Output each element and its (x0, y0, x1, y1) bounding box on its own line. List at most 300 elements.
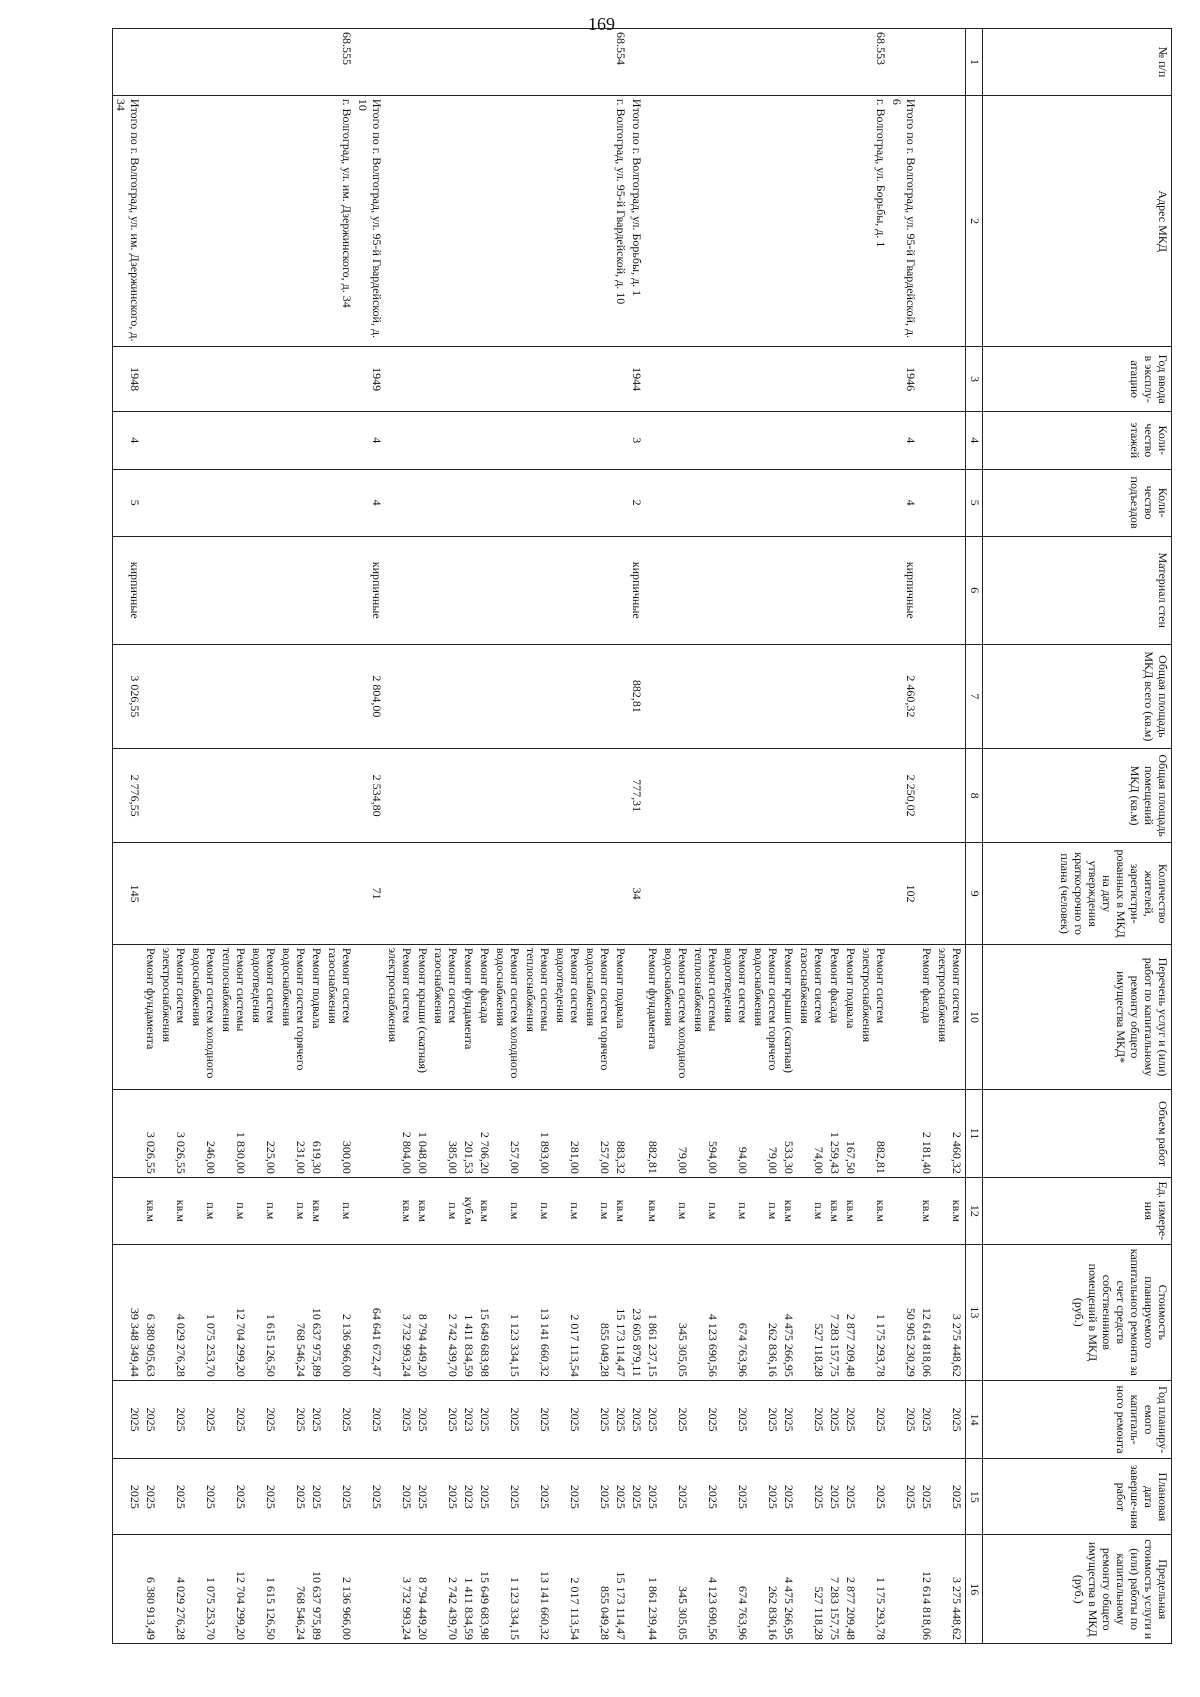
cell-entrances (797, 469, 827, 536)
cell-work-volume: 2 181,40 (919, 1090, 935, 1178)
cell-planned-cost: 13 141 660,32 (523, 1244, 553, 1380)
cell-cost-limit: 1 861 239,44 (645, 1535, 661, 1644)
table-row (113, 29, 144, 1644)
cell-year-built (843, 347, 859, 412)
cell-repair-year: 2025 (189, 1380, 219, 1458)
table-row (159, 29, 189, 1644)
cell-floors (279, 411, 309, 469)
cell-row-number (189, 29, 219, 96)
cell-wall-material (189, 536, 219, 644)
cell-work-type (113, 944, 144, 1089)
cell-cost-limit: 4 475 266,95 (781, 1535, 797, 1644)
cell-wall-material (935, 536, 966, 644)
cell-total-area (691, 644, 721, 748)
cell-address (493, 95, 523, 346)
cell-work-volume: 79,00 (661, 1090, 691, 1178)
cell-cost-limit (113, 1535, 144, 1644)
cell-row-number (159, 29, 189, 96)
cell-planned-cost: 3 732 993,24 (385, 1244, 415, 1380)
cell-premises-area (159, 748, 189, 843)
cell-unit: п.м (553, 1177, 583, 1244)
cell-wall-material (781, 536, 797, 644)
cell-work-type: Ремонт систем холодного водоснабжения (493, 944, 523, 1089)
cell-work-type: Ремонт систем водоотведения (721, 944, 751, 1089)
table-row (493, 29, 523, 1644)
cell-premises-area (279, 748, 309, 843)
cell-residents (645, 843, 661, 945)
cell-residents: 71 (355, 843, 385, 945)
cell-entrances (431, 469, 461, 536)
col-number: 1 (966, 29, 983, 96)
cell-address (661, 95, 691, 346)
table-row (143, 29, 159, 1644)
cell-work-type: Ремонт фундамента (461, 944, 477, 1089)
cell-address (583, 95, 613, 346)
cell-year-built (431, 347, 461, 412)
cell-planned-cost: 262 836,16 (751, 1244, 781, 1380)
cell-completion-date: 2025 (629, 1459, 645, 1535)
cell-repair-year: 2025 (159, 1380, 189, 1458)
cell-residents: 145 (113, 843, 144, 945)
cell-repair-year: 2025 (385, 1380, 415, 1458)
cell-total-area (385, 644, 415, 748)
cell-total-area (219, 644, 249, 748)
cell-year-built: 1946 (889, 347, 919, 412)
cell-residents (859, 843, 889, 945)
cell-completion-date: 2025 (583, 1459, 613, 1535)
cell-work-type: Ремонт подвала (843, 944, 859, 1089)
cell-wall-material (477, 536, 493, 644)
cell-total-area (751, 644, 781, 748)
cell-unit: кв.м (645, 1177, 661, 1244)
cell-residents (477, 843, 493, 945)
cell-total-area: 3 026,55 (113, 644, 144, 748)
cell-residents (431, 843, 461, 945)
cell-completion-date: 2025 (477, 1459, 493, 1535)
cell-work-type: Ремонт фасада (827, 944, 843, 1089)
cell-wall-material (553, 536, 583, 644)
cell-row-number (889, 29, 919, 96)
cell-entrances: 4 (889, 469, 919, 536)
cell-repair-year: 2025 (113, 1380, 144, 1458)
cell-premises-area (827, 748, 843, 843)
cell-unit (355, 1177, 385, 1244)
cell-repair-year: 2025 (493, 1380, 523, 1458)
cell-cost-limit: 1 175 293,78 (859, 1535, 889, 1644)
cell-wall-material: кирпичные (629, 536, 645, 644)
table-row (431, 29, 461, 1644)
cell-year-built (219, 347, 249, 412)
cell-planned-cost: 4 475 266,95 (781, 1244, 797, 1380)
cell-row-number (935, 29, 966, 96)
cell-unit: п.м (691, 1177, 721, 1244)
table-row (415, 29, 431, 1644)
cell-work-volume (629, 1090, 645, 1178)
cell-wall-material (613, 536, 629, 644)
table-row (219, 29, 249, 1644)
cell-planned-cost: 527 118,28 (797, 1244, 827, 1380)
cell-planned-cost: 6 380 905,63 (143, 1244, 159, 1380)
cell-address (431, 95, 461, 346)
cell-entrances (583, 469, 613, 536)
cell-wall-material (309, 536, 325, 644)
cell-row-number (219, 29, 249, 96)
cell-cost-limit: 3 732 993,24 (385, 1535, 415, 1644)
cell-entrances (523, 469, 553, 536)
cell-unit: п.м (583, 1177, 613, 1244)
cell-floors: 4 (889, 411, 919, 469)
cell-floors (143, 411, 159, 469)
cell-planned-cost: 1 075 253,70 (189, 1244, 219, 1380)
cell-planned-cost: 39 348 349,44 (113, 1244, 144, 1380)
cell-completion-date: 2025 (721, 1459, 751, 1535)
cell-row-number (919, 29, 935, 96)
cell-premises-area (385, 748, 415, 843)
cell-work-volume: 594,00 (691, 1090, 721, 1178)
cell-year-built (781, 347, 797, 412)
cell-total-area (325, 644, 355, 748)
cell-total-area (143, 644, 159, 748)
cell-completion-date: 2025 (189, 1459, 219, 1535)
table-row (613, 29, 629, 1644)
cell-address: Итого по г. Волгоград, ул. Борьбы, д. 1 (629, 95, 645, 346)
cell-premises-area (935, 748, 966, 843)
cell-total-area (613, 644, 629, 748)
cell-premises-area (843, 748, 859, 843)
cell-repair-year: 2025 (751, 1380, 781, 1458)
cell-premises-area (477, 748, 493, 843)
cell-floors (583, 411, 613, 469)
cell-floors (189, 411, 219, 469)
cell-premises-area (431, 748, 461, 843)
cell-work-volume: 225,00 (249, 1090, 279, 1178)
cell-repair-year: 2025 (797, 1380, 827, 1458)
col-header: Общая площадь МКД всего (кв.м) (983, 644, 1172, 748)
col-number: 7 (966, 644, 983, 748)
cell-residents (935, 843, 966, 945)
cell-residents (461, 843, 477, 945)
cell-entrances (935, 469, 966, 536)
cell-floors (461, 411, 477, 469)
cell-year-built (751, 347, 781, 412)
cell-unit: кв.м (385, 1177, 415, 1244)
cell-entrances: 2 (629, 469, 645, 536)
cell-address (781, 95, 797, 346)
cell-year-built (645, 347, 661, 412)
cell-year-built (583, 347, 613, 412)
cell-work-volume: 300,00 (325, 1090, 355, 1178)
cell-premises-area (583, 748, 613, 843)
cell-unit: кв.м (143, 1177, 159, 1244)
cell-residents (385, 843, 415, 945)
cell-unit: кв.м (613, 1177, 629, 1244)
cell-wall-material (721, 536, 751, 644)
cell-work-volume: 79,00 (751, 1090, 781, 1178)
cell-repair-year: 2025 (355, 1380, 385, 1458)
cell-cost-limit: 13 141 660,32 (523, 1535, 553, 1644)
cell-residents: 34 (629, 843, 645, 945)
cell-work-type: Ремонт систем газоснабжения (325, 944, 355, 1089)
cell-work-volume: 1 259,43 (827, 1090, 843, 1178)
cell-residents (827, 843, 843, 945)
cell-cost-limit: 12 614 818,06 (919, 1535, 935, 1644)
cell-address (553, 95, 583, 346)
cell-planned-cost: 768 546,24 (279, 1244, 309, 1380)
cell-unit: кв.м (159, 1177, 189, 1244)
col-number: 13 (966, 1244, 983, 1380)
cell-wall-material (523, 536, 553, 644)
cell-row-number (477, 29, 493, 96)
cell-premises-area (249, 748, 279, 843)
cell-unit (629, 1177, 645, 1244)
cell-row-number: 68.555 (325, 29, 355, 96)
cell-planned-cost: 1 861 237,15 (645, 1244, 661, 1380)
cell-completion-date: 2025 (691, 1459, 721, 1535)
col-number: 15 (966, 1459, 983, 1535)
cell-entrances (827, 469, 843, 536)
cell-premises-area (859, 748, 889, 843)
cell-entrances (309, 469, 325, 536)
cell-year-built (827, 347, 843, 412)
cell-planned-cost: 1 615 126,50 (249, 1244, 279, 1380)
cell-floors (919, 411, 935, 469)
cell-total-area (249, 644, 279, 748)
cell-total-area: 2 460,32 (889, 644, 919, 748)
cell-floors (309, 411, 325, 469)
cell-completion-date: 2025 (113, 1459, 144, 1535)
col-number: 5 (966, 469, 983, 536)
table-row (309, 29, 325, 1644)
table-body (113, 29, 966, 1644)
cell-repair-year: 2025 (415, 1380, 431, 1458)
cell-work-volume (113, 1090, 144, 1178)
cell-work-type: Ремонт фундамента (645, 944, 661, 1089)
cell-entrances (415, 469, 431, 536)
cell-completion-date: 2025 (935, 1459, 966, 1535)
cell-wall-material (249, 536, 279, 644)
cell-unit: кв.м (935, 1177, 966, 1244)
cell-residents (493, 843, 523, 945)
cell-cost-limit: 262 836,16 (751, 1535, 781, 1644)
cell-work-type (889, 944, 919, 1089)
cell-planned-cost: 15 649 683,98 (477, 1244, 493, 1380)
cell-unit (889, 1177, 919, 1244)
cell-total-area (431, 644, 461, 748)
col-number: 14 (966, 1380, 983, 1458)
cell-work-volume (355, 1090, 385, 1178)
cell-work-type: Ремонт систем водоотведения (249, 944, 279, 1089)
cell-planned-cost: 1 175 293,78 (859, 1244, 889, 1380)
cell-total-area (721, 644, 751, 748)
cell-floors (751, 411, 781, 469)
cell-completion-date: 2025 (889, 1459, 919, 1535)
cell-planned-cost: 2 877 209,48 (843, 1244, 859, 1380)
cell-cost-limit: 2 742 439,70 (431, 1535, 461, 1644)
col-number: 10 (966, 944, 983, 1089)
cell-cost-limit: 3 275 448,62 (935, 1535, 966, 1644)
cell-address (919, 95, 935, 346)
cell-wall-material (143, 536, 159, 644)
cell-work-volume: 533,30 (781, 1090, 797, 1178)
table-row (661, 29, 691, 1644)
cell-year-built (325, 347, 355, 412)
table-row (919, 29, 935, 1644)
table-row (889, 29, 919, 1644)
cell-address (219, 95, 249, 346)
cell-residents (797, 843, 827, 945)
cell-work-type: Ремонт систем холодного водоснабжения (661, 944, 691, 1089)
cell-unit: кв.м (415, 1177, 431, 1244)
cell-floors (159, 411, 189, 469)
cell-completion-date: 2025 (159, 1459, 189, 1535)
cell-wall-material (797, 536, 827, 644)
cell-repair-year: 2025 (781, 1380, 797, 1458)
cell-entrances (645, 469, 661, 536)
cell-entrances (859, 469, 889, 536)
cell-row-number (249, 29, 279, 96)
cell-year-built: 1949 (355, 347, 385, 412)
cell-unit: п.м (751, 1177, 781, 1244)
cell-floors (645, 411, 661, 469)
cell-year-built (143, 347, 159, 412)
cell-year-built (159, 347, 189, 412)
cell-address (797, 95, 827, 346)
cell-repair-year: 2025 (889, 1380, 919, 1458)
table-row (189, 29, 219, 1644)
cell-total-area (461, 644, 477, 748)
cell-floors (613, 411, 629, 469)
cell-premises-area (721, 748, 751, 843)
cell-total-area (843, 644, 859, 748)
cell-row-number (279, 29, 309, 96)
cell-work-volume: 883,32 (613, 1090, 629, 1178)
cell-work-type: Ремонт систем горячего водоснабжения (583, 944, 613, 1089)
cell-residents (613, 843, 629, 945)
cell-wall-material (843, 536, 859, 644)
cell-residents (219, 843, 249, 945)
cell-residents (309, 843, 325, 945)
cell-residents (751, 843, 781, 945)
cell-work-volume: 882,81 (859, 1090, 889, 1178)
cell-completion-date: 2025 (279, 1459, 309, 1535)
cell-floors (493, 411, 523, 469)
cell-total-area: 882,81 (629, 644, 645, 748)
cell-work-volume: 2 460,32 (935, 1090, 966, 1178)
cell-unit: куб.м (461, 1177, 477, 1244)
cell-repair-year: 2025 (859, 1380, 889, 1458)
cell-repair-year: 2025 (249, 1380, 279, 1458)
cell-unit: кв.м (859, 1177, 889, 1244)
cell-address (249, 95, 279, 346)
cell-completion-date: 2025 (661, 1459, 691, 1535)
cell-floors (477, 411, 493, 469)
cell-address: Итого по г. Волгоград, ул. им. Дзержинского, д. 34 (113, 95, 144, 346)
cell-work-volume: 167,50 (843, 1090, 859, 1178)
cell-address (523, 95, 553, 346)
cell-total-area (919, 644, 935, 748)
cell-work-type: Ремонт систем горячего водоснабжения (279, 944, 309, 1089)
cell-address (159, 95, 189, 346)
cell-floors: 4 (113, 411, 144, 469)
cell-repair-year: 2025 (523, 1380, 553, 1458)
cell-floors (935, 411, 966, 469)
cell-wall-material (859, 536, 889, 644)
cell-residents: 102 (889, 843, 919, 945)
cell-floors (415, 411, 431, 469)
table-row (859, 29, 889, 1644)
cell-residents (159, 843, 189, 945)
cell-year-built (721, 347, 751, 412)
cell-repair-year: 2025 (219, 1380, 249, 1458)
cell-row-number (143, 29, 159, 96)
cell-work-type: Ремонт систем электроснабжения (935, 944, 966, 1089)
col-header: Ед. измере-ния (983, 1177, 1172, 1244)
cell-entrances (721, 469, 751, 536)
col-header: Общая площадь помещений МКД (кв.м) (983, 748, 1172, 843)
cell-residents (415, 843, 431, 945)
cell-cost-limit: 10 637 975,89 (309, 1535, 325, 1644)
cell-entrances (279, 469, 309, 536)
cell-repair-year: 2025 (143, 1380, 159, 1458)
cell-completion-date: 2025 (143, 1459, 159, 1535)
table-row (751, 29, 781, 1644)
cell-cost-limit (889, 1535, 919, 1644)
col-header: Стоимость планируемого капитального ремонта за счет средств собственников помещений в МКД (руб.) (983, 1244, 1172, 1380)
cell-work-type: Ремонт подвала (309, 944, 325, 1089)
cell-year-built (919, 347, 935, 412)
column-number-row (966, 29, 983, 1644)
table-row (583, 29, 613, 1644)
cell-total-area (797, 644, 827, 748)
cell-entrances (661, 469, 691, 536)
cell-completion-date: 2025 (385, 1459, 415, 1535)
cell-address (691, 95, 721, 346)
cell-floors (431, 411, 461, 469)
cell-year-built (415, 347, 431, 412)
cell-work-type: Ремонт системы теплоснабжения (219, 944, 249, 1089)
cell-repair-year: 2025 (583, 1380, 613, 1458)
cell-cost-limit: 4 123 690,56 (691, 1535, 721, 1644)
cell-residents (583, 843, 613, 945)
cell-premises-area (751, 748, 781, 843)
cell-floors (385, 411, 415, 469)
repair-plan-table (112, 28, 1172, 1644)
cell-address (279, 95, 309, 346)
page-number: 169 (588, 14, 615, 34)
cell-premises-area: 2 250,02 (889, 748, 919, 843)
cell-row-number (721, 29, 751, 96)
col-header: Объем работ (983, 1090, 1172, 1178)
table-row (843, 29, 859, 1644)
cell-address (189, 95, 219, 346)
cell-wall-material: кирпичные (889, 536, 919, 644)
cell-planned-cost: 1 411 834,59 (461, 1244, 477, 1380)
cell-premises-area (493, 748, 523, 843)
cell-cost-limit: 15 649 683,98 (477, 1535, 493, 1644)
cell-entrances (751, 469, 781, 536)
cell-work-volume: 246,00 (189, 1090, 219, 1178)
cell-cost-limit: 2 136 966,00 (325, 1535, 355, 1644)
cell-work-type: Ремонт систем электроснабжения (859, 944, 889, 1089)
cell-row-number: 68.553 (859, 29, 889, 96)
cell-wall-material (827, 536, 843, 644)
cell-wall-material (279, 536, 309, 644)
cell-address: г. Волгоград, ул. 95-й Гвардейской, д. 10 (613, 95, 629, 346)
cell-repair-year: 2025 (661, 1380, 691, 1458)
cell-planned-cost: 64 641 672,47 (355, 1244, 385, 1380)
col-header: Предельная стоимость услуги и (или) работы по капитальному ремонту общего имущества в МКД (руб.) (983, 1535, 1172, 1644)
cell-wall-material (159, 536, 189, 644)
